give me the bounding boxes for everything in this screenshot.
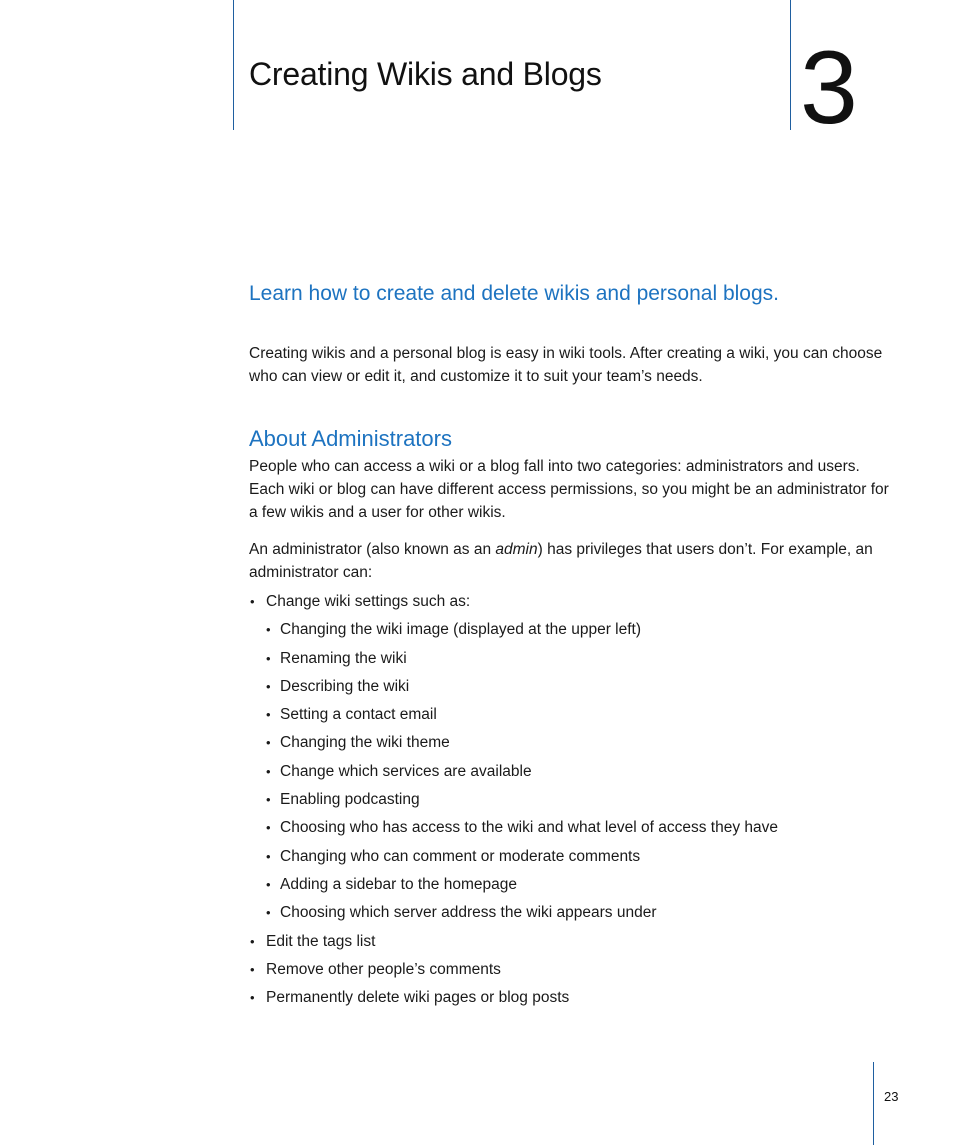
bullet: • <box>266 820 271 836</box>
bullet: • <box>266 848 271 864</box>
list-item-text: Permanently delete wiki pages or blog posts <box>266 989 570 1007</box>
sub-list-item-text: Choosing who has access to the wiki and what level of access they have <box>280 819 778 837</box>
list-item-text: Edit the tags list <box>266 932 376 950</box>
list-item <box>249 986 778 1014</box>
admin-term: admin <box>495 541 538 558</box>
footer-rule <box>873 1062 874 1145</box>
intro-paragraph: Creating wikis and a personal blog is easy in wiki tools. After creating a wiki, you can choose who can view or edit it, and customize it to suit your team’s needs. <box>249 345 883 385</box>
bullet: • <box>266 622 271 638</box>
bullet: • <box>266 678 271 694</box>
sub-list-item <box>249 731 778 759</box>
sub-list-item-text: Renaming the wiki <box>280 649 407 667</box>
bullet: • <box>250 594 255 609</box>
bullet: • <box>266 650 271 666</box>
sub-list-item <box>249 647 778 675</box>
sub-list-item-text: Describing the wiki <box>280 677 410 695</box>
section-heading: About Administrators <box>249 426 452 451</box>
sub-list-item <box>249 618 778 646</box>
list-item <box>249 590 778 618</box>
intro-heading: Learn how to create and delete wikis and personal blogs. <box>249 282 780 305</box>
bullet: • <box>266 763 271 779</box>
sub-list-item <box>249 816 778 844</box>
sub-list-item-text: Adding a sidebar to the homepage <box>280 875 517 893</box>
list-item <box>249 958 778 986</box>
sub-list-item-text: Changing who can comment or moderate comments <box>280 847 641 865</box>
bullet: • <box>266 735 271 751</box>
admin-paragraph <box>249 538 889 584</box>
sub-list-item <box>249 845 778 873</box>
sub-list-item-text: Setting a contact email <box>280 706 437 724</box>
admin-paragraph-start: An administrator (also known as an <box>249 541 496 558</box>
sub-list-item <box>249 873 778 901</box>
bullet: • <box>250 961 255 977</box>
sub-list-item-text: Enabling podcasting <box>280 791 420 809</box>
sub-list-item-text: Choosing which server address the wiki appears under <box>280 904 657 922</box>
sub-list-item <box>249 760 778 788</box>
list-item <box>249 930 778 958</box>
bullet: • <box>266 905 271 921</box>
section-paragraph: People who can access a wiki or a blog fall into two categories: administrators and users. Each wiki or blog can have different access permissions, so you might be an administrator for a few wikis and a user for other wikis. <box>249 458 889 521</box>
sub-list-item <box>249 901 778 929</box>
bullet: • <box>250 933 255 949</box>
bullet: • <box>266 707 271 723</box>
list-item-text: Remove other people’s comments <box>266 960 501 978</box>
header-right-rule <box>790 0 791 130</box>
bullet: • <box>250 990 255 1006</box>
bullet: • <box>266 792 271 808</box>
sub-list-item-text: Changing the wiki theme <box>280 734 450 752</box>
sub-list-item-text: Changing the wiki image (displayed at the upper left) <box>280 621 642 639</box>
sub-list-item <box>249 788 778 816</box>
admin-privileges-list <box>249 590 778 1014</box>
sub-list-item <box>249 675 778 703</box>
chapter-title: Creating Wikis and Blogs <box>249 56 602 92</box>
list-item-text: Change wiki settings such as: <box>266 593 471 610</box>
chapter-number: 3 <box>800 30 858 146</box>
bullet: • <box>266 876 271 892</box>
admin-paragraph-end: ) has privileges that users don’t. For example, an administrator can: <box>249 541 873 581</box>
header-left-rule <box>233 0 234 130</box>
sub-list-item <box>249 703 778 731</box>
page-number: 23 <box>884 1089 899 1104</box>
sub-list-item-text: Change which services are available <box>280 762 532 780</box>
